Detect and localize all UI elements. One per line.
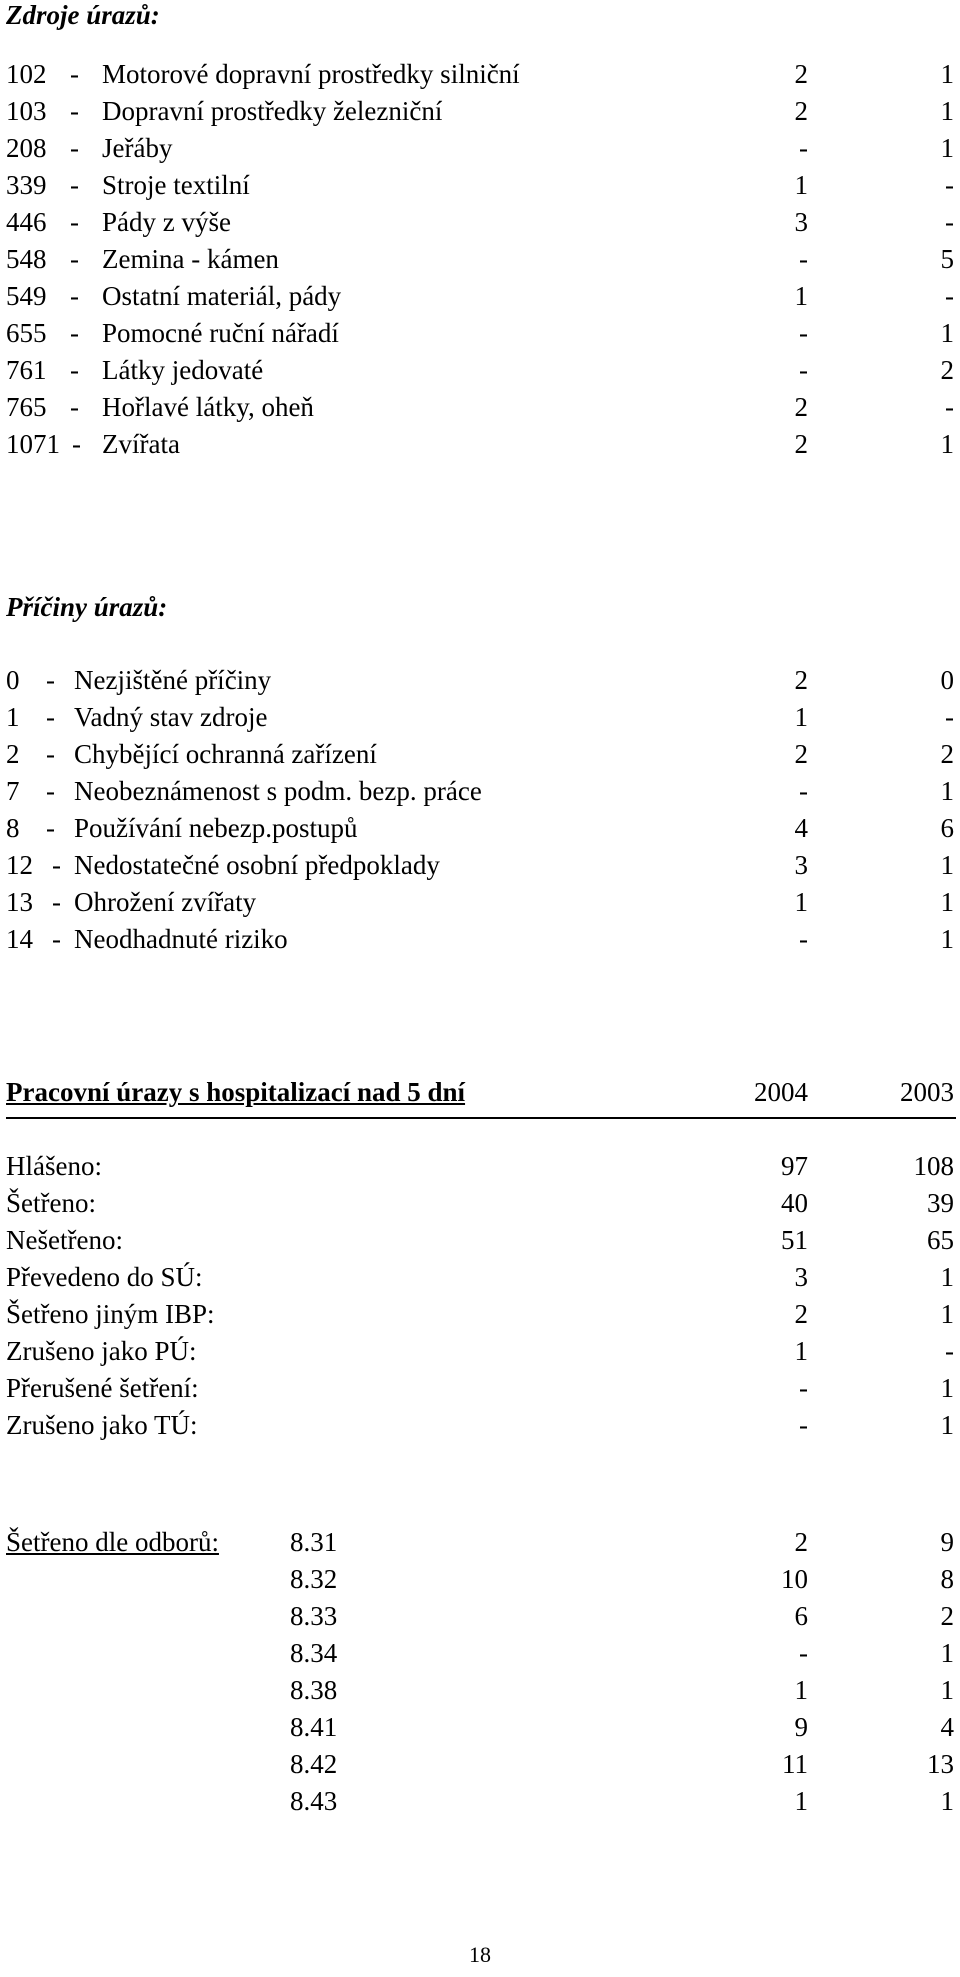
item-dash: -: [46, 739, 55, 769]
item-value-2: 4: [940, 1712, 954, 1742]
list-item: [6, 1529, 956, 1566]
item-value-1: 6: [794, 1601, 808, 1631]
list-item: [6, 246, 956, 283]
item-value-1: 2: [794, 429, 808, 459]
item-value-2: 1: [940, 1262, 954, 1292]
item-value-1: 1: [794, 702, 808, 732]
item-label: Hlášeno:: [6, 1151, 102, 1181]
item-value-2: 1: [940, 1299, 954, 1329]
item-value-2: 1: [940, 59, 954, 89]
item-code: 103: [6, 96, 47, 126]
item-label: Pády z výše: [102, 207, 231, 237]
item-value-1: 1: [794, 1675, 808, 1705]
item-value-1: 2: [794, 96, 808, 126]
item-code: 548: [6, 244, 47, 274]
item-code: 13: [6, 887, 33, 917]
item-dash: -: [52, 850, 61, 880]
item-value-2: 2: [940, 1601, 954, 1631]
item-value-1: 1: [794, 1336, 808, 1366]
section-title-priciny: Příčiny úrazů:: [6, 592, 168, 622]
item-code: 8: [6, 813, 20, 843]
item-label: Dopravní prostředky železniční: [102, 96, 443, 126]
item-code: 2: [6, 739, 20, 769]
item-code: 0: [6, 665, 20, 695]
list-item: [6, 1301, 956, 1338]
item-value-2: -: [945, 170, 954, 200]
list-item: [6, 357, 956, 394]
item-value-2: 1: [940, 1786, 954, 1816]
item-label: Ohrožení zvířaty: [74, 887, 257, 917]
item-value-2: -: [945, 281, 954, 311]
list-item: [6, 98, 956, 135]
list-item: [6, 1338, 956, 1375]
item-label: Šetřeno:: [6, 1188, 96, 1218]
list-item: [6, 926, 956, 963]
item-label: Neodhadnuté riziko: [74, 924, 288, 954]
item-code: 761: [6, 355, 47, 385]
item-value-1: -: [799, 318, 808, 348]
branch-code: 8.42: [290, 1749, 338, 1779]
item-code: 7: [6, 776, 20, 806]
list-item: [6, 852, 956, 889]
item-value-2: 65: [927, 1225, 954, 1255]
item-value-2: -: [945, 702, 954, 732]
item-value-2: 1: [940, 133, 954, 163]
item-dash: -: [46, 702, 55, 732]
list-item: [6, 172, 956, 209]
branch-code: 8.41: [290, 1712, 338, 1742]
item-value-2: 2: [940, 355, 954, 385]
branch-code: 8.31: [290, 1527, 338, 1557]
item-code: 655: [6, 318, 47, 348]
item-dash: -: [70, 59, 79, 89]
item-dash: -: [72, 429, 81, 459]
item-value-1: 2: [794, 1299, 808, 1329]
item-label: Neobeznámenost s podm. bezp. práce: [74, 776, 482, 806]
item-label: Převedeno do SÚ:: [6, 1262, 203, 1292]
list-item: [6, 431, 956, 468]
item-dash: -: [70, 318, 79, 348]
item-value-2: -: [945, 1336, 954, 1366]
item-dash: -: [52, 924, 61, 954]
item-dash: -: [46, 776, 55, 806]
item-value-2: 1: [940, 887, 954, 917]
item-value-2: 1: [940, 924, 954, 954]
item-code: 1: [6, 702, 20, 732]
item-value-1: 4: [794, 813, 808, 843]
section-title-zdroje: Zdroje úrazů:: [6, 0, 160, 30]
item-value-1: 2: [794, 59, 808, 89]
branch-code: 8.43: [290, 1786, 338, 1816]
branch-code: 8.32: [290, 1564, 338, 1594]
item-value-2: 1: [940, 776, 954, 806]
list-item: [6, 889, 956, 926]
list-item: [6, 1153, 956, 1190]
item-value-2: 8: [940, 1564, 954, 1594]
list-item: [6, 394, 956, 431]
item-dash: -: [70, 133, 79, 163]
branch-code: 8.38: [290, 1675, 338, 1705]
item-value-1: 2: [794, 392, 808, 422]
item-value-2: 1: [940, 96, 954, 126]
item-value-2: 9: [940, 1527, 954, 1557]
item-value-2: 1: [940, 1373, 954, 1403]
item-value-1: -: [799, 924, 808, 954]
item-label: Ostatní materiál, pády: [102, 281, 342, 311]
item-value-2: 1: [940, 1638, 954, 1668]
item-code: 1071: [6, 429, 60, 459]
item-code: 339: [6, 170, 47, 200]
year-header-2: 2003: [900, 1077, 954, 1107]
item-value-1: 2: [794, 1527, 808, 1557]
hospitalization-header: [6, 1079, 956, 1119]
item-value-2: 1: [940, 318, 954, 348]
list-item: [6, 704, 956, 741]
list-item: [6, 1190, 956, 1227]
page-number: 18: [469, 1942, 491, 1967]
item-value-1: 3: [794, 207, 808, 237]
item-value-1: 2: [794, 739, 808, 769]
item-value-2: 1: [940, 850, 954, 880]
list-item: [6, 61, 956, 98]
item-label: Hořlavé látky, oheň: [102, 392, 314, 422]
item-label: Látky jedovaté: [102, 355, 264, 385]
item-dash: -: [70, 392, 79, 422]
branch-title: Šetřeno dle odborů:: [6, 1527, 219, 1557]
item-label: Nešetřeno:: [6, 1225, 123, 1255]
item-value-1: 2: [794, 665, 808, 695]
list-item: [6, 209, 956, 246]
item-dash: -: [70, 244, 79, 274]
item-dash: -: [70, 207, 79, 237]
item-value-1: -: [799, 776, 808, 806]
item-label: Přerušené šetření:: [6, 1373, 199, 1403]
item-value-1: -: [799, 355, 808, 385]
list-item: [6, 1264, 956, 1301]
list-item: [6, 320, 956, 357]
item-label: Používání nebezp.postupů: [74, 813, 358, 843]
item-code: 14: [6, 924, 33, 954]
item-value-2: 1: [940, 429, 954, 459]
item-value-2: 13: [927, 1749, 954, 1779]
item-value-2: 1: [940, 1410, 954, 1440]
list-item: [6, 1751, 956, 1788]
list-item: [6, 1227, 956, 1264]
item-value-1: 1: [794, 1786, 808, 1816]
list-item: [6, 778, 956, 815]
list-item: [6, 1714, 956, 1751]
item-value-1: 10: [781, 1564, 808, 1594]
list-item: [6, 1375, 956, 1412]
item-label: Zvířata: [102, 429, 180, 459]
item-label: Nezjištěné příčiny: [74, 665, 272, 695]
item-value-2: 39: [927, 1188, 954, 1218]
item-code: 446: [6, 207, 47, 237]
list-item: [6, 1603, 956, 1640]
list-item: [6, 1566, 956, 1603]
item-value-1: 1: [794, 281, 808, 311]
item-dash: -: [52, 887, 61, 917]
item-label: Zrušeno jako PÚ:: [6, 1336, 197, 1366]
item-value-2: 1: [940, 1675, 954, 1705]
branch-code: 8.33: [290, 1601, 338, 1631]
item-dash: -: [70, 281, 79, 311]
item-value-1: 3: [794, 1262, 808, 1292]
item-code: 102: [6, 59, 47, 89]
item-value-1: -: [799, 1638, 808, 1668]
item-dash: -: [70, 170, 79, 200]
item-label: Motorové dopravní prostředky silniční: [102, 59, 520, 89]
list-item: [6, 1412, 956, 1449]
list-item: [6, 741, 956, 778]
item-code: 12: [6, 850, 33, 880]
hospitalization-title: Pracovní úrazy s hospitalizací nad 5 dní: [6, 1077, 466, 1107]
list-item: [6, 1640, 956, 1677]
item-value-1: 51: [781, 1225, 808, 1255]
item-dash: -: [70, 96, 79, 126]
item-code: 549: [6, 281, 47, 311]
item-code: 208: [6, 133, 47, 163]
item-value-2: -: [945, 207, 954, 237]
item-value-2: 108: [913, 1151, 954, 1181]
item-value-1: -: [799, 244, 808, 274]
list-item: [6, 815, 956, 852]
item-dash: -: [70, 355, 79, 385]
item-value-1: 97: [781, 1151, 808, 1181]
item-value-2: 0: [940, 665, 954, 695]
item-label: Zemina - kámen: [102, 244, 279, 274]
item-value-2: 2: [940, 739, 954, 769]
item-code: 765: [6, 392, 47, 422]
item-value-1: 40: [781, 1188, 808, 1218]
item-label: Pomocné ruční nářadí: [102, 318, 339, 348]
item-label: Vadný stav zdroje: [74, 702, 268, 732]
item-label: Zrušeno jako TÚ:: [6, 1410, 198, 1440]
item-value-2: -: [945, 392, 954, 422]
item-value-1: 1: [794, 170, 808, 200]
list-item: [6, 1677, 956, 1714]
item-value-2: 5: [940, 244, 954, 274]
item-value-1: 11: [782, 1749, 808, 1779]
branch-code: 8.34: [290, 1638, 338, 1668]
item-dash: -: [46, 665, 55, 695]
item-value-1: -: [799, 1373, 808, 1403]
list-item: [6, 135, 956, 172]
item-label: Stroje textilní: [102, 170, 250, 200]
list-item: [6, 667, 956, 704]
item-value-1: -: [799, 1410, 808, 1440]
list-item: [6, 283, 956, 320]
list-item: [6, 1788, 956, 1825]
item-value-1: 9: [794, 1712, 808, 1742]
item-dash: -: [46, 813, 55, 843]
item-value-1: 3: [794, 850, 808, 880]
year-header-1: 2004: [754, 1077, 808, 1107]
item-value-2: 6: [940, 813, 954, 843]
item-label: Šetřeno jiným IBP:: [6, 1299, 215, 1329]
item-value-1: -: [799, 133, 808, 163]
item-label: Jeřáby: [102, 133, 173, 163]
item-label: Nedostatečné osobní předpoklady: [74, 850, 440, 880]
item-value-1: 1: [794, 887, 808, 917]
item-label: Chybějící ochranná zařízení: [74, 739, 377, 769]
